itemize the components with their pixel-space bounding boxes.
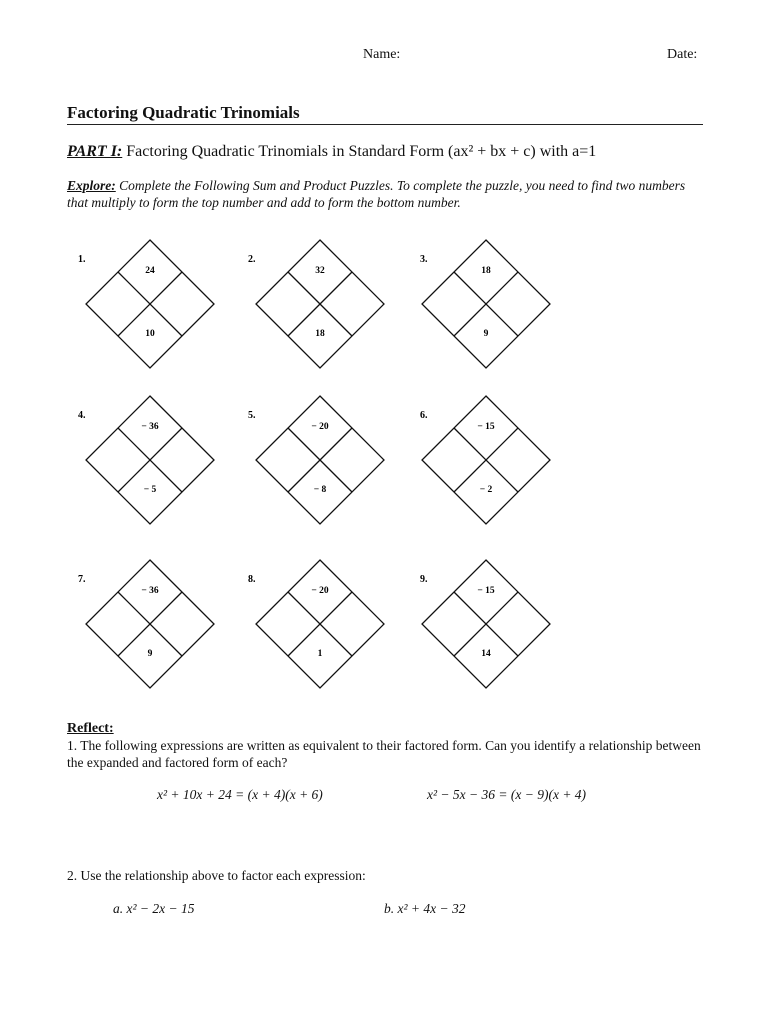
product-value: − 36 bbox=[141, 422, 159, 432]
exercise-b-label: b. bbox=[384, 901, 395, 916]
exercise-b-expression: x² + 4x − 32 bbox=[397, 901, 466, 916]
sum-product-puzzle bbox=[420, 560, 550, 688]
product-value: − 20 bbox=[311, 422, 329, 432]
sum-product-puzzle bbox=[248, 240, 384, 368]
sum-product-puzzle bbox=[248, 560, 384, 688]
puzzle-number: 3. bbox=[420, 254, 428, 265]
name-label: Name: bbox=[363, 47, 401, 62]
part-label: PART I: bbox=[67, 143, 123, 160]
product-value: − 15 bbox=[477, 422, 495, 432]
puzzle-number: 7. bbox=[78, 574, 86, 585]
sum-value: 18 bbox=[315, 329, 325, 339]
sum-product-puzzle bbox=[420, 396, 550, 524]
puzzle-number: 2. bbox=[248, 254, 256, 265]
page-title: Factoring Quadratic Trinomials bbox=[67, 103, 300, 122]
explore-label: Explore: bbox=[67, 178, 116, 193]
product-value: 24 bbox=[145, 266, 155, 276]
sum-product-puzzle bbox=[78, 560, 214, 688]
explore-text: Complete the Following Sum and Product Puzzles. To complete the puzzle, you need to find two numbers that multiply to form the top number and add to form the bottom number. bbox=[67, 178, 686, 210]
sum-value: 9 bbox=[147, 649, 153, 659]
sum-product-puzzle bbox=[248, 396, 384, 524]
sum-value: 9 bbox=[483, 329, 489, 339]
puzzle-number: 5. bbox=[248, 410, 256, 421]
sum-value: − 2 bbox=[479, 485, 493, 495]
product-value: − 15 bbox=[477, 586, 495, 596]
sum-value: 1 bbox=[317, 649, 323, 659]
sum-product-puzzle bbox=[420, 240, 550, 368]
equation-1: x² + 10x + 24 = (x + 4)(x + 6) bbox=[157, 787, 323, 802]
exercise-a bbox=[113, 901, 195, 917]
sum-value: 14 bbox=[481, 649, 491, 659]
sum-value: − 8 bbox=[313, 485, 327, 495]
equation-2: x² − 5x − 36 = (x − 9)(x + 4) bbox=[427, 787, 587, 802]
exercise-a-expression: x² − 2x − 15 bbox=[126, 901, 195, 916]
reflect-heading: Reflect: bbox=[67, 721, 114, 736]
part-text: Factoring Quadratic Trinomials in Standard Form (ax² + bx + c) with a=1 bbox=[122, 143, 597, 160]
puzzle-number: 6. bbox=[420, 410, 428, 421]
puzzle-number: 8. bbox=[248, 574, 256, 585]
reflect-question-2: 2. Use the relationship above to factor each expression: bbox=[67, 868, 366, 883]
date-label: Date: bbox=[667, 47, 698, 62]
product-value: 18 bbox=[481, 266, 491, 276]
sum-product-puzzle bbox=[78, 396, 214, 524]
sum-value: 10 bbox=[145, 329, 155, 339]
exercise-a-label: a. bbox=[113, 901, 124, 916]
puzzle-number: 4. bbox=[78, 410, 86, 421]
exercise-b bbox=[384, 901, 466, 917]
puzzle-number: 9. bbox=[420, 574, 428, 585]
reflect-question-1: 1. The following expressions are written as equivalent to their factored form. Can you identify a relationship between the expanded and factored form of each? bbox=[67, 738, 701, 770]
sum-product-puzzle bbox=[78, 240, 214, 368]
sum-value: − 5 bbox=[143, 485, 157, 495]
product-value: − 20 bbox=[311, 586, 329, 596]
puzzle-number: 1. bbox=[78, 254, 86, 265]
product-value: − 36 bbox=[141, 586, 159, 596]
product-value: 32 bbox=[315, 266, 325, 276]
